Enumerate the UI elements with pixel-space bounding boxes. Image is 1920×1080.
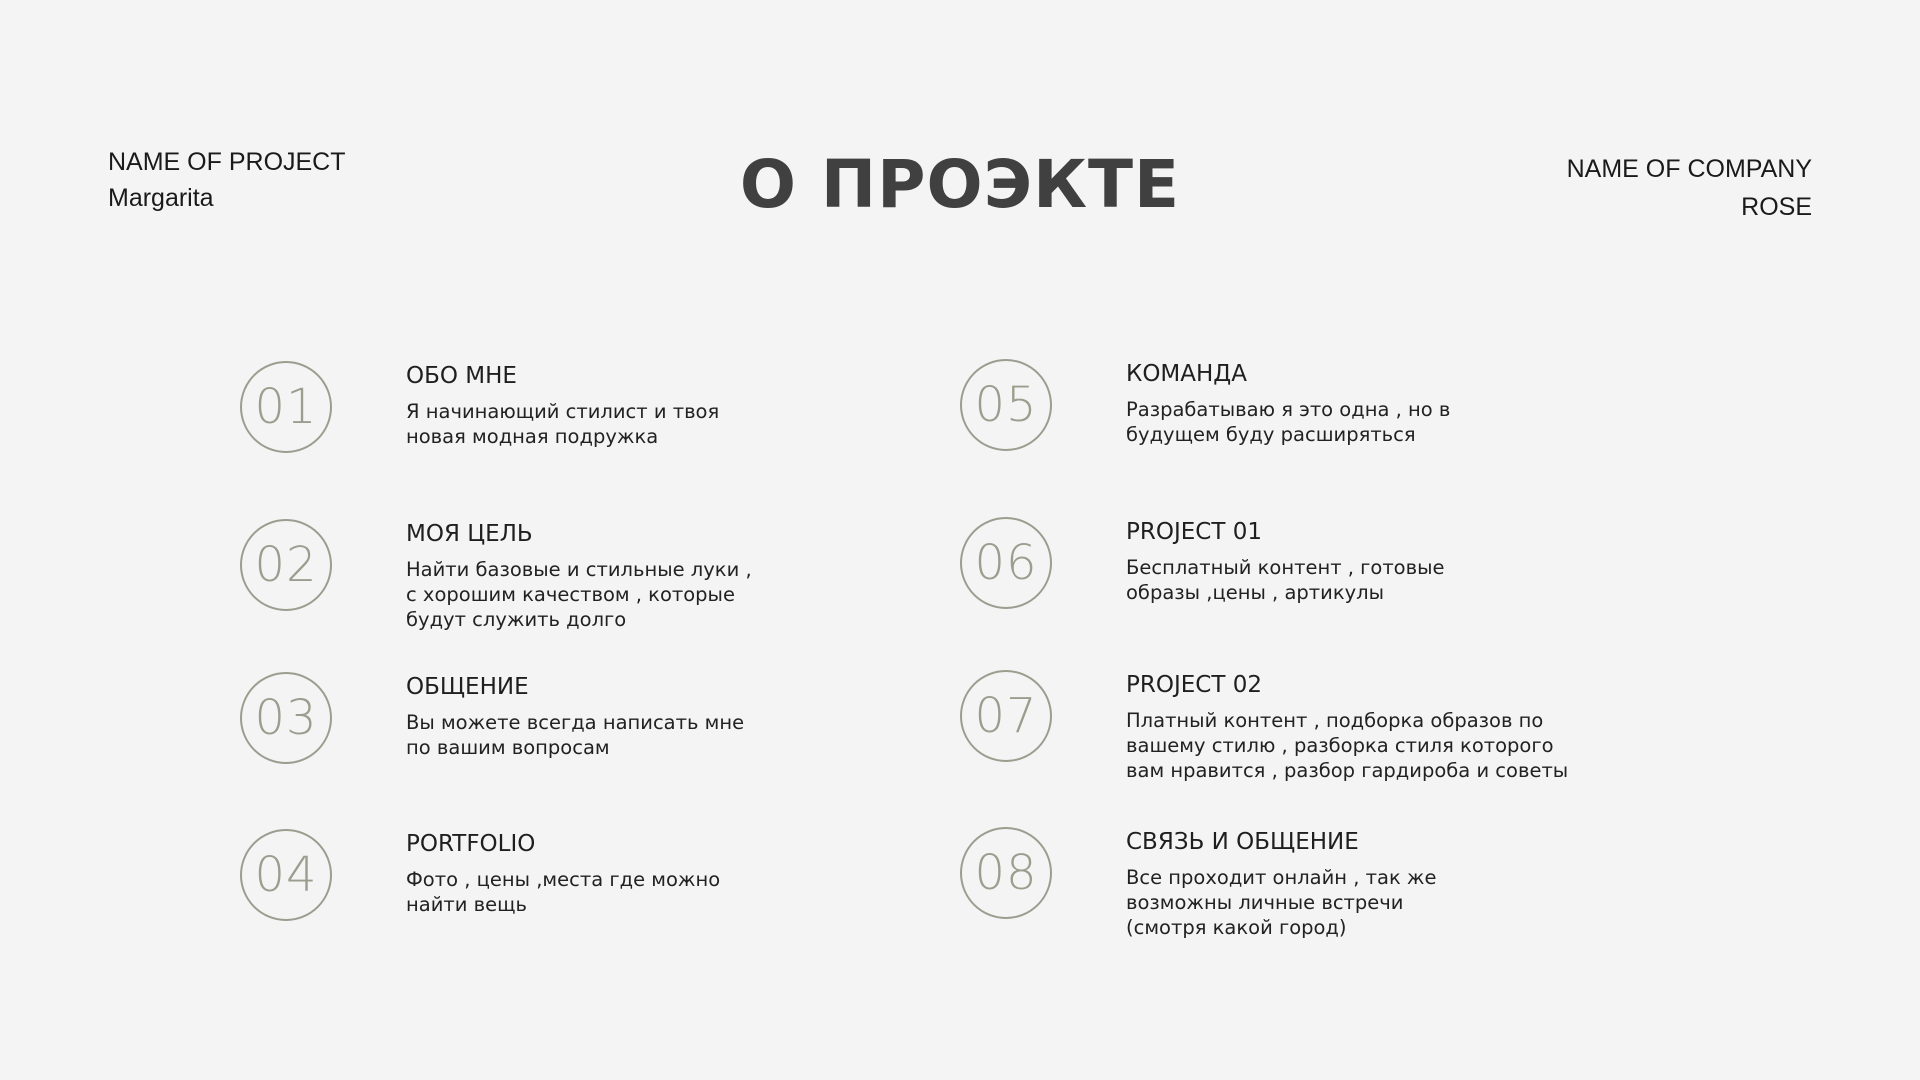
item-desc-line: Бесплатный контент , готовые	[1126, 556, 1445, 579]
item-desc-line: Вы можете всегда написать мне	[406, 711, 745, 734]
item-number-circle: 07	[960, 670, 1052, 762]
item-text	[406, 361, 866, 449]
item-description	[1126, 865, 1586, 940]
page-title: О ПРОЭКТЕ	[739, 146, 1181, 223]
item-desc-line: Найти базовые и стильные луки ,	[406, 558, 752, 581]
item-title: СВЯЗЬ И ОБЩЕНИЕ	[1126, 829, 1359, 855]
item-number-circle: 05	[960, 359, 1052, 451]
item-desc-line: будут служить долго	[406, 608, 627, 631]
item-number-circle: 02	[240, 519, 332, 611]
item-description	[1126, 397, 1586, 447]
item-desc-line: с хорошим качеством , которые	[406, 583, 735, 606]
item-desc-line: будущем буду расширяться	[1126, 423, 1416, 446]
project-name: Margarita	[108, 184, 214, 212]
company-label: NAME OF COMPANY	[1566, 155, 1812, 183]
item-number-circle: 01	[240, 361, 332, 453]
item-text	[1126, 670, 1686, 783]
item-text	[406, 519, 866, 632]
company-name: ROSE	[1741, 193, 1812, 221]
item-text	[1126, 827, 1586, 940]
item-title: МОЯ ЦЕЛЬ	[406, 521, 533, 547]
item-desc-line: вашему стилю , разборка стиля которого	[1126, 734, 1554, 757]
item-desc-line: Я начинающий стилист и твоя	[406, 400, 720, 423]
item-text	[1126, 517, 1586, 605]
item-desc-line: Все проходит онлайн , так же	[1126, 866, 1437, 889]
item-desc-line: Фото , цены ,места где можно	[406, 868, 721, 891]
item-description	[406, 710, 866, 760]
item-number-circle: 03	[240, 672, 332, 764]
item-text	[406, 672, 866, 760]
item-text	[1126, 359, 1586, 447]
item-desc-line: Платный контент , подборка образов по	[1126, 709, 1544, 732]
item-title: КОМАНДА	[1126, 361, 1248, 387]
item-title: ОБО МНЕ	[406, 363, 517, 389]
project-label: NAME OF PROJECT	[108, 148, 346, 176]
item-desc-line: вам нравится , разбор гардироба и советы	[1126, 759, 1569, 782]
item-number-circle: 08	[960, 827, 1052, 919]
item-description	[406, 867, 866, 917]
item-title: PORTFOLIO	[406, 831, 536, 857]
item-desc-line: Разрабатываю я это одна , но в	[1126, 398, 1451, 421]
item-desc-line: по вашим вопросам	[406, 736, 610, 759]
item-desc-line: найти вещь	[406, 893, 527, 916]
item-description	[406, 557, 866, 632]
item-description	[1126, 708, 1686, 783]
item-desc-line: образы ,цены , артикулы	[1126, 581, 1384, 604]
item-title: ОБЩЕНИЕ	[406, 674, 529, 700]
item-title: PROJECT 01	[1126, 519, 1262, 545]
item-desc-line: новая модная подружка	[406, 425, 659, 448]
item-number-circle: 06	[960, 517, 1052, 609]
item-text	[406, 829, 866, 917]
company-info	[1567, 150, 1812, 226]
item-title: PROJECT 02	[1126, 672, 1262, 698]
item-description	[1126, 555, 1586, 605]
item-number-circle: 04	[240, 829, 332, 921]
item-desc-line: возможны личные встречи	[1126, 891, 1404, 914]
item-description	[406, 399, 866, 449]
item-desc-line: (смотря какой город)	[1126, 916, 1347, 939]
